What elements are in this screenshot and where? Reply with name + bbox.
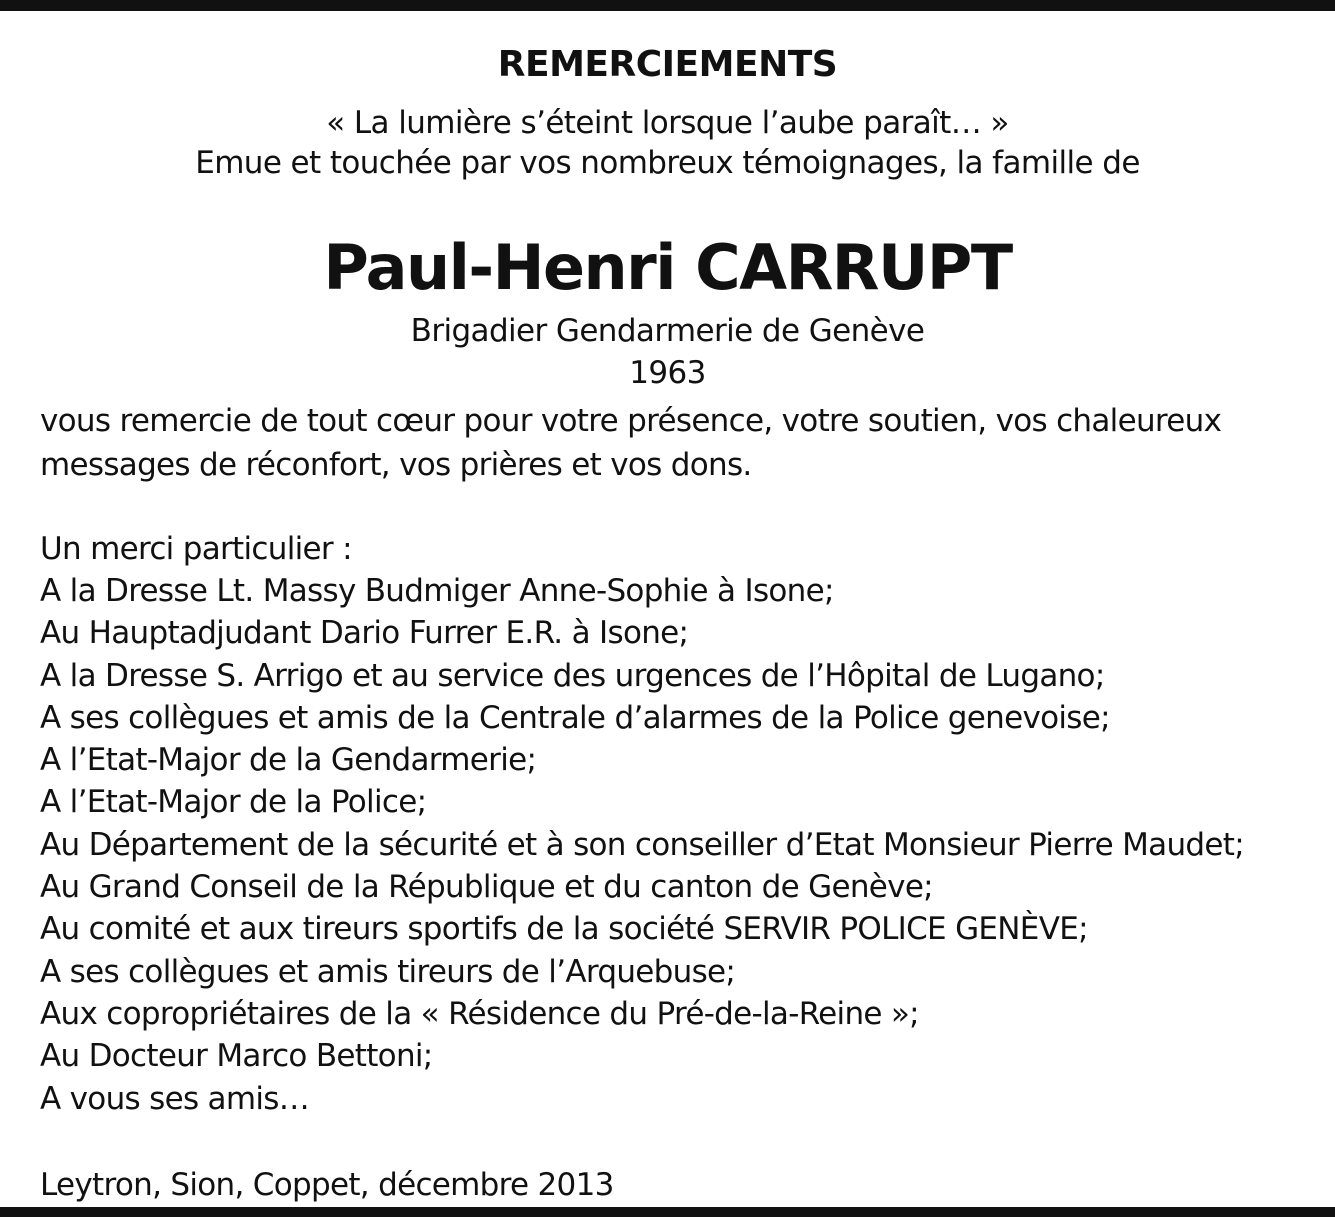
list-item: A la Dresse Lt. Massy Budmiger Anne-Sophie à Isone; — [40, 573, 834, 609]
thanks-line-2: messages de réconfort, vos prières et vos dons. — [40, 447, 752, 483]
list-item: A la Dresse S. Arrigo et au service des urgences de l’Hôpital de Lugano; — [40, 657, 1105, 694]
list-item: A vous ses amis… — [40, 1080, 310, 1117]
place-and-date: Leytron, Sion, Coppet, décembre 2013 — [40, 1167, 614, 1203]
intro-line: Emue et touchée par vos nombreux témoignages, la famille de — [195, 145, 1140, 181]
deceased-role: Brigadier Gendarmerie de Genève — [410, 313, 925, 349]
bottom-border-rule — [0, 1207, 1335, 1217]
thanks-line-1: vous remercie de tout cœur pour votre présence, votre soutien, vos chaleureux — [40, 403, 1222, 439]
list-item: Au Département de la sécurité et à son conseiller d’Etat Monsieur Pierre Maudet; — [40, 826, 1244, 863]
special-thanks-list — [40, 570, 1244, 1120]
deceased-name: Paul-Henri CARRUPT — [323, 231, 1012, 304]
opening-quote: « La lumière s’éteint lorsque l’aube paraît… » — [326, 105, 1009, 141]
list-item: A ses collègues et amis tireurs de l’Arquebuse; — [40, 953, 736, 990]
notice-heading: REMERCIEMENTS — [497, 44, 838, 85]
list-item: Au Grand Conseil de la République et du canton de Genève; — [40, 869, 933, 906]
list-item: A l’Etat-Major de la Gendarmerie; — [40, 742, 537, 779]
list-item: Aux copropriétaires de la « Résidence du Pré-de-la-Reine »; — [40, 995, 919, 1032]
list-item: Au Docteur Marco Bettoni; — [40, 1038, 433, 1075]
list-item: A l’Etat-Major de la Police; — [40, 784, 427, 821]
list-item: Au comité et aux tireurs sportifs de la société SERVIR POLICE GENÈVE; — [40, 911, 1088, 948]
deceased-year: 1963 — [629, 355, 706, 391]
top-border-rule — [0, 0, 1335, 11]
list-item: A ses collègues et amis de la Centrale d’alarmes de la Police genevoise; — [40, 699, 1110, 736]
list-item: Au Hauptadjudant Dario Furrer E.R. à Isone; — [40, 615, 689, 652]
special-thanks-title: Un merci particulier : — [40, 531, 352, 567]
